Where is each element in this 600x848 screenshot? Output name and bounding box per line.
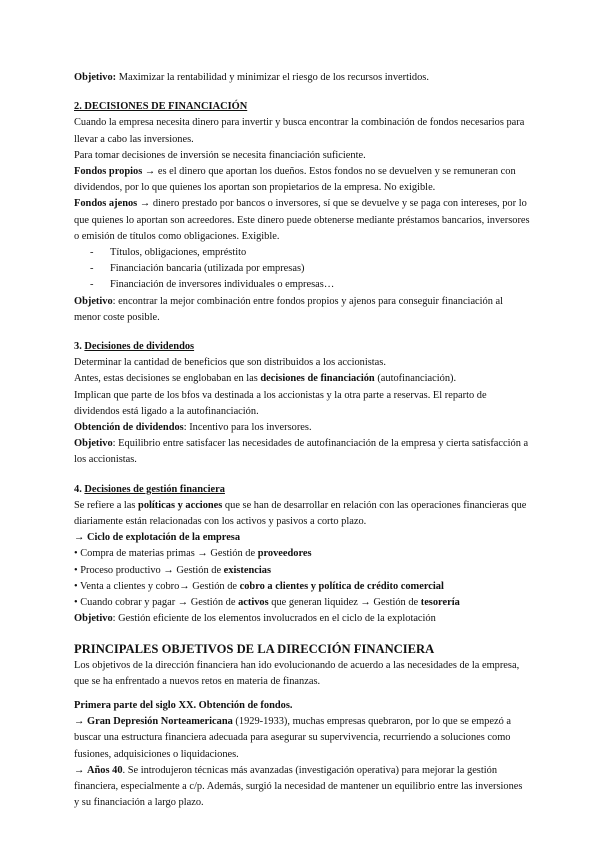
s5-a40-c: . Se introdujeron técnicas más avanzadas (investigación operativa) para mejorar la gestión financiera, especialmente a c/p. Además, surgió la necesidad de mantener un equilibrio entre las inversiones y su financiación a largo plazo. <box>74 764 523 809</box>
s5-subheading <box>74 698 530 714</box>
s1-objective <box>74 70 530 86</box>
s3-heading-text: Decisiones de dividendos <box>84 341 195 353</box>
s4-b4-c: que generan liquidez → Gestión de <box>268 597 421 609</box>
s5-subheading-text: Primera parte del siglo XX. Obtención de fondos. <box>74 699 293 711</box>
s5-a40-b: Años 40 <box>87 764 123 776</box>
s4-p1-c: que se han de desarrollar en relación con las operaciones financieras que diariamente están relacionadas con los activos y pasivos a corto plazo. <box>74 499 527 528</box>
s2-fondos-ajenos-label: Fondos ajenos <box>74 198 138 210</box>
s4-b4-b: activos <box>238 597 269 609</box>
s5-gd-a: → <box>74 716 87 728</box>
s2-fondos-ajenos-text: → dinero prestado por bancos o inversores, sí que se devuelve y se paga con intereses, por lo que quienes lo aportan son acreedores. Este dinero puede obtenerse mediante préstamos bancarios, inversores o emisión de títulos como obligaciones. Exigible. <box>74 198 530 242</box>
s4-heading-number: 4. <box>74 483 85 495</box>
s3-paragraph-2 <box>74 371 530 387</box>
s2-heading: 2. DECISIONES DE FINANCIACIÓN <box>74 101 248 113</box>
s3-obtencion-text: : Incentivo para los inversores. <box>183 422 312 434</box>
s4-bullet-2 <box>74 563 530 579</box>
s3-paragraph-3: Implican que parte de los bfos va destinada a los accionistas y la otra parte a reservas. El reparto de dividendos está ligado a la autofinanciación. <box>74 389 487 417</box>
list-item: - Financiación bancaria (utilizada por empresas) <box>74 261 530 277</box>
s4-b2-b: existencias <box>223 564 271 576</box>
s1-objective-text: Maximizar la rentabilidad y minimizar el riesgo de los recursos invertidos. <box>116 72 429 83</box>
s2-objective <box>74 294 530 326</box>
s3-paragraph-1: Determinar la cantidad de beneficios que son distribuidos a los accionistas. <box>74 357 386 369</box>
s4-b3-a: • Venta a clientes y cobro→ Gestión de <box>74 580 240 592</box>
s4-b4-d: tesorería <box>420 597 460 609</box>
s5-heading: PRINCIPALES OBJETIVOS DE LA DIRECCIÓN FINANCIERA <box>74 641 435 656</box>
s4-p1-b: políticas y acciones <box>138 499 223 511</box>
s4-objective-label: Objetivo <box>74 613 113 625</box>
s5-anos-40 <box>74 763 530 812</box>
s2-objective-label: Objetivo <box>74 295 113 307</box>
s3-obtencion <box>74 420 530 436</box>
s3-heading <box>74 339 530 355</box>
s3-p2-a: Antes, estas decisiones se englobaban en las <box>74 373 261 385</box>
document-page <box>74 70 530 811</box>
s2-fondos-propios-text: → es el dinero que aportan los dueños. Estos fondos no se devuelven y se remuneran con dividendos, por lo que quienes los aportan son propietarios de la empresa. No exigible. <box>74 166 516 194</box>
s3-objective-text: : Equilibrio entre satisfacer las necesidades de autofinanciación de la empresa y cierta satisfacción a los accionistas. <box>74 438 529 466</box>
s4-heading-text: Decisiones de gestión financiera <box>84 483 225 495</box>
s1-objective-label: Objetivo: <box>74 72 117 83</box>
s5-a40-a: → <box>74 764 87 776</box>
s4-bullet-3 <box>74 579 530 595</box>
s2-objective-text: : encontrar la mejor combinación entre fondos propios y ajenos para conseguir financiación al menor coste posible. <box>74 295 504 323</box>
s4-paragraph-1 <box>74 498 530 530</box>
s4-p1-a: Se refiere a las <box>74 499 139 511</box>
s4-bullet-1 <box>74 546 530 562</box>
s4-b1-a: • Compra de materias primas → Gestión de <box>74 548 258 560</box>
s5-gd-c: (1929-1933), muchas empresas quebraron, por lo que se empezó a buscar una estructura financiera adecuada para asegurar su supervivencia, recurriendo a soluciones como fusiones, adquisiciones o liquidaciones. <box>74 716 511 760</box>
s2-fondos-ajenos <box>74 196 530 245</box>
s2-financing-list <box>74 245 530 294</box>
list-item: - Financiación de inversores individuales o empresas… <box>74 277 530 293</box>
s4-b3-b: cobro a clientes y política de crédito comercial <box>239 580 444 592</box>
s4-objective <box>74 611 530 627</box>
list-item: - Títulos, obligaciones, empréstito <box>74 245 530 261</box>
s5-gd-b: Gran Depresión Norteamericana <box>87 716 233 728</box>
s3-objective <box>74 436 530 468</box>
s2-paragraph-1: Cuando la empresa necesita dinero para invertir y busca encontrar la combinación de fondos necesarios para llevar a cabo las inversiones. <box>74 117 525 145</box>
s5-paragraph-1: Los objetivos de la dirección financiera han ido evolucionando de acuerdo a las necesidades de la empresa, que se ha enfrentado a nuevos retos en materia de finanzas. <box>74 659 520 687</box>
s3-p2-c: (autofinanciación). <box>374 373 457 385</box>
s3-obtencion-label: Obtención de dividendos <box>74 422 184 434</box>
s4-ciclo <box>74 530 530 546</box>
s4-heading <box>74 482 530 498</box>
s4-objective-text: : Gestión eficiente de los elementos involucrados en el ciclo de la explotación <box>112 613 436 625</box>
s2-fondos-propios-label: Fondos propios <box>74 166 143 178</box>
s4-b2-a: • Proceso productivo → Gestión de <box>74 564 224 576</box>
s3-objective-label: Objetivo <box>74 438 113 450</box>
s3-p2-b: decisiones de financiación <box>260 373 375 385</box>
s4-b4-a: • Cuando cobrar y pagar → Gestión de <box>74 597 239 609</box>
s4-bullet-4 <box>74 595 530 611</box>
s5-gran-depresion <box>74 714 530 763</box>
s2-fondos-propios <box>74 164 530 196</box>
s4-ciclo-text: → Ciclo de explotación de la empresa <box>74 532 241 544</box>
s4-b1-b: proveedores <box>257 548 312 560</box>
s2-paragraph-2: Para tomar decisiones de inversión se necesita financiación suficiente. <box>74 149 366 161</box>
s3-heading-number: 3. <box>74 341 85 353</box>
